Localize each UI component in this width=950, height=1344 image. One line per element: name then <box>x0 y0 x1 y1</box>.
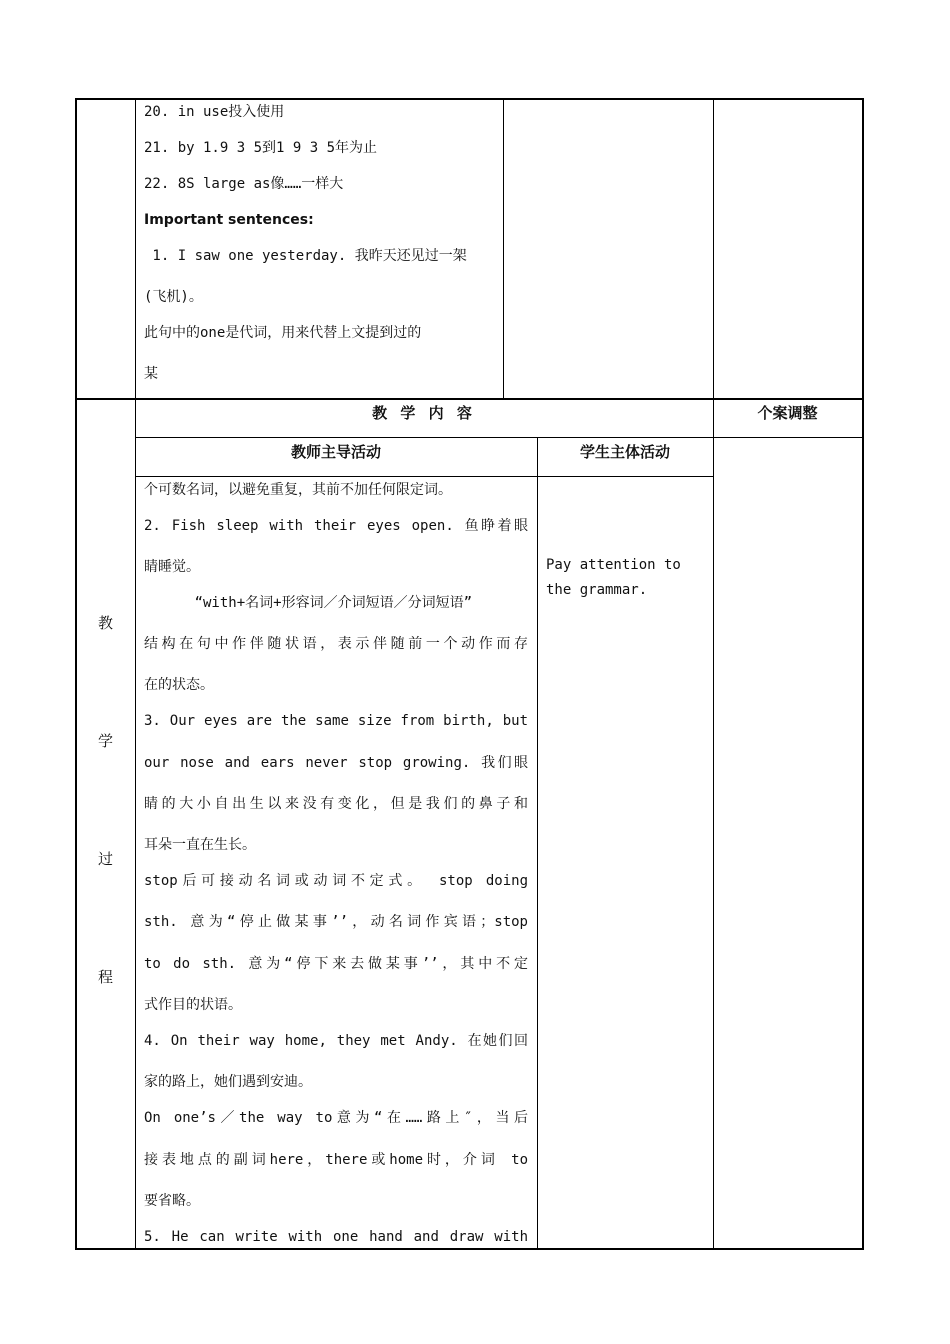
top-line-6: (飞机)。 <box>144 289 203 305</box>
teacher-line-15: 4. On their way home, they met Andy. 在她们回 <box>144 1033 528 1049</box>
label-column-divider <box>135 98 136 1250</box>
top-line-1: 20. in use投入使用 <box>144 104 285 120</box>
top-line-5: 1. I saw one yesterday. 我昨天还见过一架 <box>144 248 467 264</box>
side-label-char-2: 学 <box>98 732 114 750</box>
teacher-line-12: sth. 意为“停止做某事’’，动名词作宾语；stop <box>144 914 528 930</box>
table-bottom-border <box>76 1248 864 1250</box>
important-sentences-heading: Important sentences: <box>144 212 314 228</box>
student-activity-title: 学生主体活动 <box>579 443 670 461</box>
teacher-line-19: 要省略。 <box>144 1193 200 1209</box>
teacher-line-2: 2. Fish sleep with their eyes open. 鱼睁着眼 <box>144 518 528 534</box>
teacher-line-3: 睛睡觉。 <box>144 559 200 575</box>
side-label-char-4: 程 <box>98 968 114 986</box>
top-line-3: 22. 8S large as像……一样大 <box>144 176 344 192</box>
section-divider <box>76 398 864 400</box>
subheader-row-divider <box>135 476 713 477</box>
top-line-2: 21. by 1.9 3 5到1 9 3 5年为止 <box>144 140 378 156</box>
table-left-border <box>75 98 77 1250</box>
table-top-border <box>76 98 864 100</box>
teacher-activity-title: 教师主导活动 <box>290 443 381 461</box>
teacher-line-18: 接表地点的副词here，there或home时，介词 to <box>144 1152 528 1168</box>
header-row-divider <box>135 437 864 438</box>
top-line-7: 此句中的one是代词，用来代替上文提到过的 <box>144 325 422 341</box>
table-right-border <box>862 98 864 1250</box>
student-activity-line-2: the grammar. <box>546 582 648 598</box>
teacher-line-13: to do sth. 意为“停下来去做某事’’，其中不定 <box>144 956 528 972</box>
teacher-line-14: 式作目的状语。 <box>144 997 242 1013</box>
side-label-char-3: 过 <box>98 850 114 868</box>
side-label-char-1: 教 <box>98 614 114 632</box>
top-middle-divider <box>503 98 504 399</box>
teacher-student-divider <box>537 437 538 1250</box>
teacher-line-8: our nose and ears never stop growing. 我们眼 <box>144 755 528 771</box>
top-line-8: 某 <box>144 366 158 382</box>
teacher-line-20: 5. He can write with one hand and draw with <box>144 1229 528 1245</box>
teacher-line-4: “with+名词+形容词／介词短语／分词短语” <box>144 595 473 611</box>
teacher-line-16: 家的路上，她们遇到安迪。 <box>144 1074 312 1090</box>
teacher-line-9: 睛的大小自出生以来没有变化，但是我们的鼻子和 <box>144 796 528 812</box>
student-activity-line-1: Pay attention to <box>546 557 681 573</box>
adjust-column-divider <box>713 98 714 1250</box>
content-title: 教 学 内 容 <box>372 404 476 422</box>
teacher-line-5: 结构在句中作伴随状语，表示伴随前一个动作而存 <box>144 636 528 652</box>
teacher-line-10: 耳朵一直在生长。 <box>144 837 256 853</box>
teacher-line-11: stop后可接动名词或动词不定式。 stop doing <box>144 873 528 889</box>
teacher-line-17: On one’s／the way to意为“在……路上″，当后 <box>144 1110 528 1126</box>
teacher-line-1: 个可数名词，以避免重复，其前不加任何限定词。 <box>144 482 452 498</box>
teacher-line-6: 在的状态。 <box>144 677 214 693</box>
teacher-line-7: 3. Our eyes are the same size from birth, but <box>144 713 528 729</box>
adjust-title: 个案调整 <box>757 404 818 422</box>
